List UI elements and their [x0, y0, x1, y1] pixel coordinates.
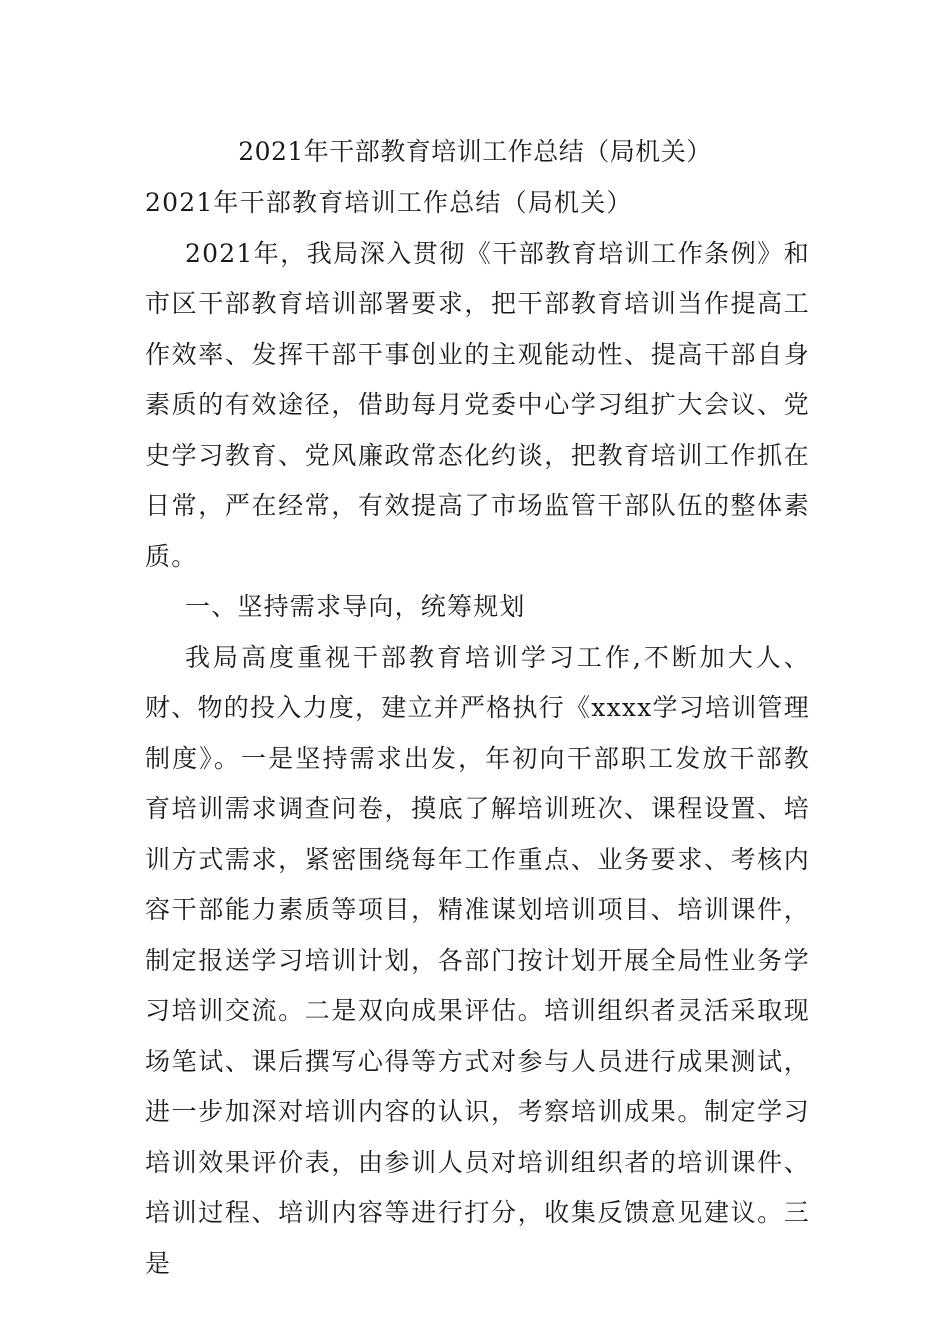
section-heading-1: 一、坚持需求导向，统筹规划: [185, 592, 526, 621]
document-body: [145, 178, 810, 1289]
document-title: 2021年干部教育培训工作总结（局机关）: [238, 137, 712, 166]
intro-paragraph: 2021年，我局深入贯彻《干部教育培训工作条例》和市区干部教育培训部署要求，把干部教育培训当作提高工作效率、发挥干部干事创业的主观能动性、提高干部自身素质的有效途径，借助每月党委中心学习组扩大会议、党史学习教育、党风廉政常态化约谈，把教育培训工作抓在日常，严在经常，有效提高了市场监管干部队伍的整体素质。: [145, 238, 810, 571]
section-1-paragraph: 我局高度重视干部教育培训学习工作,不断加大人、财、物的投入力度，建立并严格执行《xxxx学习培训管理制度》。一是坚持需求出发，年初向干部职工发放干部教育培训需求调查问卷，摸底了解培训班次、课程设置、培训方式需求，紧密围绕每年工作重点、业务要求、考核内容干部能力素质等项目，精准谋划培训项目、培训课件，制定报送学习培训计划，各部门按计划开展全局性业务学习培训交流。二是双向成果评估。培训组织者灵活采取现场笔试、课后撰写心得等方式对参与人员进行成果测试，进一步加深对培训内容的认识，考察培训成果。制定学习培训效果评价表，由参训人员对培训组织者的培训课件、培训过程、培训内容等进行打分，收集反馈意见建议。三是: [145, 642, 810, 1278]
document-subtitle: 2021年干部教育培训工作总结（局机关）: [145, 188, 633, 217]
